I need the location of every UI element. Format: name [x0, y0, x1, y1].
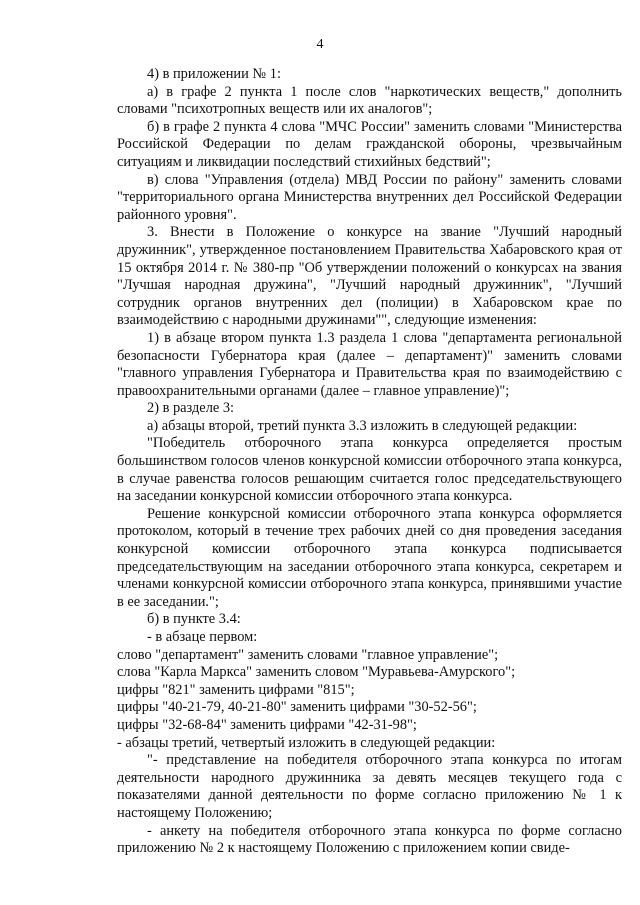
paragraph-item-3-2b: б) в пункте 3.4: — [147, 611, 241, 628]
paragraph-item-3-2: 2) в разделе 3: — [147, 400, 235, 417]
paragraph-replace-821: цифры "821" заменить цифрами "815"; — [117, 681, 355, 698]
paragraph-item-4a: а) в графе 2 пункта 1 после слов "наркотических веществ," дополнить словами "психотропных веществ или их аналогов"; — [117, 83, 622, 118]
paragraph-item-3-2a: а) абзацы второй, третий пункта 3.3 изложить в следующей редакции: — [147, 417, 578, 434]
paragraph-quote-presentation: "- представление на победителя отборочного этапа конкурса по итогам деятельности народного дружинника за девять месяцев текущего года с показателями данной деятельности по форме согласно приложению № 1 к настоящему Положению; — [117, 752, 622, 821]
paragraph-item-3: 3. Внести в Положение о конкурсе на звание "Лучший народный дружинник", утвержденное постановлением Правительства Хабаровского края от 15 октября 2014 г. № 380-пр "Об утверждении положений о конкурсах на звания "Лучшая народная дружина", "Лучший народный дружинник", "Лучший сотрудник органов внутренних дел (полиции) в Хабаровском крае по взаимодействию с народными дружинами"", следующие изменения: — [117, 224, 622, 329]
paragraph-quote-questionnaire: - анкету на победителя отборочного этапа конкурса по форме согласно приложению № 2 к настоящему Положению с приложением копии свиде- — [117, 822, 622, 857]
paragraph-quote-winner: "Победитель отборочного этапа конкурса определяется простым большинством голосов членов конкурсной комиссии отборочного этапа конкурса, в случае равенства голосов решающим считается голос председательствующего на заседании конкурсной комиссии отборочного этапа конкурса. — [117, 435, 622, 505]
paragraph-item-4v: в) слова "Управления (отдела) МВД России по району" заменить словами "территориального органа Министерства внутренних дел Российской Федерации районного уровня". — [117, 171, 622, 223]
paragraph-replace-street: слова "Карла Маркса" заменить словом "Муравьева-Амурского"; — [117, 664, 516, 681]
document-body — [117, 66, 622, 858]
paragraph-replace-phones-2: цифры "32-68-84" заменить цифрами "42-31-98"; — [117, 716, 417, 733]
paragraph-item-4b: б) в графе 2 пункта 4 слова "МЧС России" заменить словами "Министерства Российской Федерации по делам гражданской обороны, чрезвычайным ситуациям и ликвидации последствий стихийных бедствий"; — [117, 118, 622, 170]
paragraph-item-4-heading: 4) в приложении № 1: — [147, 66, 281, 82]
page-number: 4 — [316, 37, 324, 52]
paragraph-first-abzac: - в абзаце первом: — [147, 629, 258, 645]
paragraph-quote-decision: Решение конкурсной комиссии отборочного этапа конкурса оформляется протоколом, который в течение трех рабочих дней со дня проведения заседания конкурсной комиссии отборочного этапа конкурса подписывается председательствующим на заседании отборочного этапа конкурса, секретарем и членами конкурсной комиссии отборочного этапа конкурса, принявшими участие в ее заседании."; — [117, 505, 622, 610]
paragraph-replace-phones-1: цифры "40-21-79, 40-21-80" заменить цифрами "30-52-56"; — [117, 699, 477, 716]
paragraph-item-3-1: 1) в абзаце втором пункта 1.3 раздела 1 слова "департамента региональной безопасности Губернатора края (далее – департамент)" заменить словами "главного управления Губернатора и Правительства края по взаимодействию с правоохранительными органами (далее – главное управление)"; — [117, 329, 622, 399]
paragraph-third-fourth-abzac: - абзацы третий, четвертый изложить в следующей редакции: — [117, 734, 496, 751]
paragraph-replace-departament: слово "департамент" заменить словами "главное управление"; — [117, 646, 499, 663]
